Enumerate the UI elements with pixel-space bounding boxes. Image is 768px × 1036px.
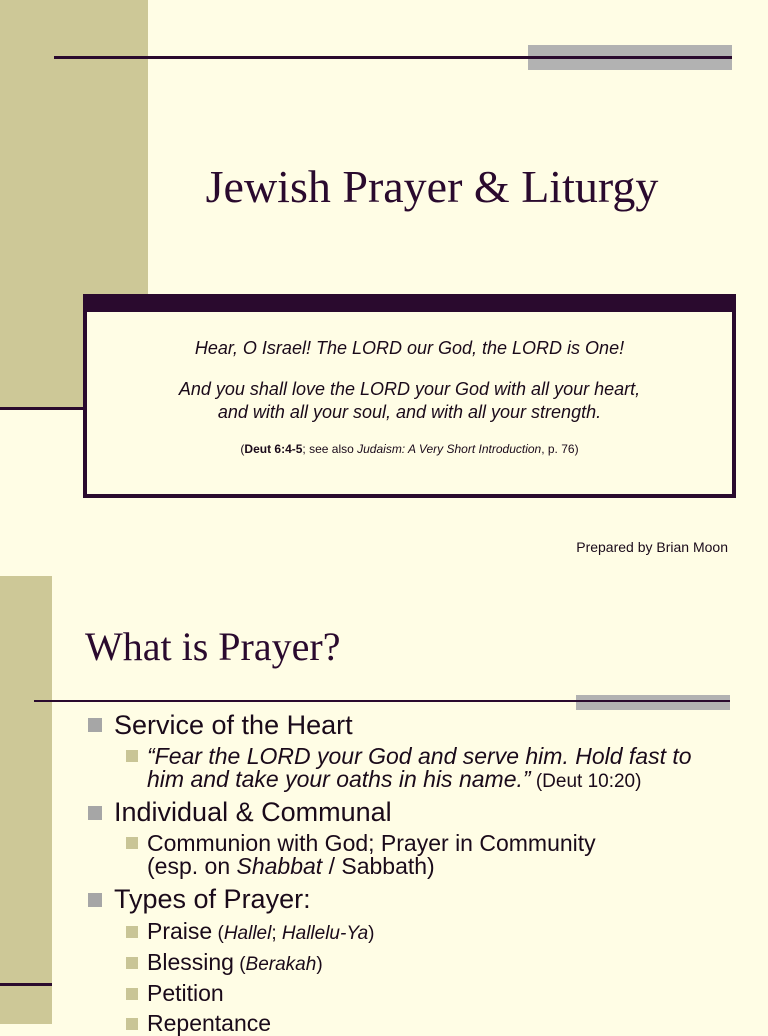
deut-quote-line-2: him and take your oaths in his name.” bbox=[147, 766, 531, 792]
praise-hallel: Hallel bbox=[223, 923, 272, 944]
praise-close: ) bbox=[368, 923, 375, 944]
sub-bullet-square-icon bbox=[126, 926, 138, 938]
sub-bullet-square-icon bbox=[126, 837, 138, 849]
bullet-individual-communal: Individual & Communal bbox=[114, 797, 392, 827]
bullet-square-icon bbox=[88, 806, 102, 820]
sub-bullet-repentance: Repentance bbox=[147, 1010, 272, 1036]
quote-line-2b: and with all your soul, and with all your strength. bbox=[217, 402, 602, 422]
blessing-label: Blessing bbox=[147, 949, 234, 975]
communion-line-2a: (esp. on bbox=[147, 853, 237, 879]
sub-bullet-square-icon bbox=[126, 750, 138, 762]
slide2-title: What is Prayer? bbox=[85, 624, 341, 669]
sub-bullet-praise bbox=[147, 920, 374, 945]
sub-bullet-communion bbox=[147, 832, 596, 878]
communion-shabbat: Shabbat bbox=[236, 853, 323, 879]
prepared-by: Prepared by Brian Moon bbox=[576, 539, 728, 555]
sub-bullet-deut-quote bbox=[147, 745, 692, 793]
slide1-left-rule bbox=[0, 407, 86, 410]
quote-line-2 bbox=[87, 378, 732, 424]
quote-box-inner bbox=[87, 312, 732, 494]
bullet-square-icon bbox=[88, 718, 102, 732]
blessing-berakah: Berakah bbox=[245, 954, 317, 975]
slide1-title: Jewish Prayer & Liturgy bbox=[205, 161, 659, 212]
sub-bullet-petition: Petition bbox=[147, 980, 224, 1006]
quote-line-2a: And you shall love the LORD your God with all your heart, bbox=[178, 379, 641, 399]
ref-open: ( bbox=[240, 442, 245, 456]
praise-hallelu-ya: Hallelu-Ya bbox=[281, 923, 369, 944]
quote-line-1: Hear, O Israel! The LORD our God, the LORD is One! bbox=[194, 338, 625, 358]
ref-verse: Deut 6:4-5 bbox=[244, 442, 303, 456]
deut-quote-line-1: “Fear the LORD your God and serve him. Hold fast to bbox=[147, 743, 692, 769]
ref-book: Judaism: A Very Short Introduction bbox=[357, 442, 542, 456]
praise-label: Praise bbox=[147, 918, 213, 944]
sub-bullet-square-icon bbox=[126, 1018, 138, 1030]
quote-box bbox=[83, 294, 736, 498]
praise-open: ( bbox=[212, 923, 224, 944]
bullet-types-of-prayer: Types of Prayer: bbox=[114, 884, 311, 914]
bullet-square-icon bbox=[88, 893, 102, 907]
deut-quote-ref: (Deut 10:20) bbox=[530, 771, 642, 792]
communion-line-1: Communion with God; Prayer in Community bbox=[147, 830, 596, 856]
sub-bullet-square-icon bbox=[126, 957, 138, 969]
sub-bullet-square-icon bbox=[126, 988, 138, 1000]
slide2-left-rule bbox=[0, 983, 52, 986]
bullet-service-of-heart: Service of the Heart bbox=[114, 710, 353, 740]
slide2-side-band bbox=[0, 576, 52, 1024]
blessing-open: ( bbox=[233, 954, 246, 975]
slide1-gray-accent-bar bbox=[528, 45, 732, 70]
communion-line-2c: / Sabbath) bbox=[322, 853, 435, 879]
ref-mid: ; see also bbox=[302, 442, 358, 456]
praise-sep: ; bbox=[271, 923, 282, 944]
ref-end: , p. 76) bbox=[541, 442, 579, 456]
blessing-close: ) bbox=[316, 954, 323, 975]
quote-reference bbox=[87, 442, 732, 456]
sub-bullet-blessing bbox=[147, 951, 323, 976]
slide2-gray-accent-bar bbox=[576, 695, 730, 710]
